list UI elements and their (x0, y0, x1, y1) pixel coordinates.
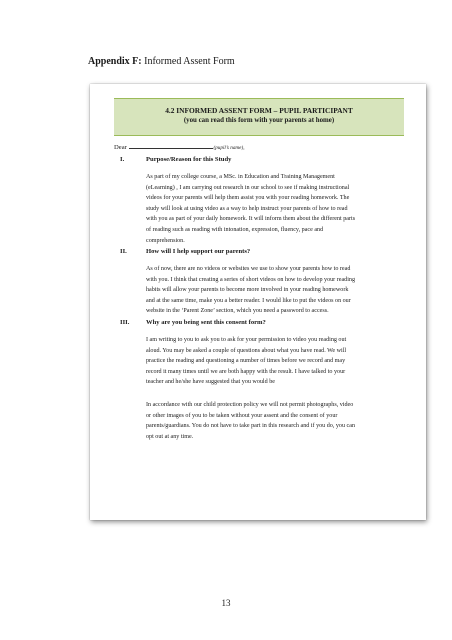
section-paragraph (146, 172, 408, 246)
paragraph-line: As part of my college course, a MSc. in Education and Training Management (146, 174, 335, 180)
section-heading (120, 156, 410, 166)
section-numeral: III. (120, 319, 130, 326)
paragraph-line: (eLearning) , I am carrying out research in our school to see if making instructional (146, 184, 350, 191)
paragraph-line: As of now, there are no videos or websites we use to show your parents how to read (146, 266, 351, 272)
section-purpose (120, 156, 410, 246)
paragraph-line: of reading such as reading with intonation, expression, fluency, pace and (146, 226, 324, 233)
paragraph-line: teacher and he/she have suggested that you would be (146, 379, 275, 386)
paragraph-line: practice the reading and questioning a number of times before we record and may (146, 358, 346, 365)
assent-form-image (90, 84, 426, 520)
section-heading (120, 248, 410, 258)
section-consent (120, 319, 410, 442)
paragraph-line: videos for your parents will help them assist you with your reading homework. The (146, 195, 350, 202)
section-paragraph (146, 335, 408, 388)
appendix-title: Informed Assent Form (141, 56, 235, 67)
section-title: Why are you being sent this consent form? (146, 319, 266, 326)
paragraph-line: record it many times until we are both happy with the result. I have talked to your (146, 368, 346, 375)
paragraph-line: or other images of you to be taken without your assent and the consent of your (146, 412, 338, 419)
appendix-label: Appendix F: (88, 56, 142, 67)
section-paragraph (146, 400, 408, 442)
paragraph-line: I am writing to you to ask you to ask for your permission to video you reading out (146, 337, 347, 343)
dear-line (114, 142, 245, 151)
page-number: 13 (221, 598, 231, 608)
section-title: How will I help support our parents? (146, 248, 251, 255)
paragraph-line: In accordance with our child protection policy we will not permit photographs, video (146, 401, 354, 408)
form-banner (114, 98, 404, 136)
paragraph-line: aloud. You may be asked a couple of questions about what you have read. We will (146, 347, 347, 354)
paragraph-line: comprehension. (146, 237, 185, 244)
section-support (120, 248, 410, 317)
section-numeral: II. (120, 248, 127, 255)
name-blank (129, 142, 213, 149)
paragraph-line: opt out at any time. (146, 433, 194, 440)
paragraph-line: with you. I think that creating a series of short videos on how to develop your reading (146, 276, 356, 283)
paragraph-line: habits will allow your parents to become more involved in your reading homework (146, 287, 349, 294)
paragraph-line: website in the ‘Parent Zone’ section, which you need a password to access. (146, 308, 329, 315)
section-title: Purpose/Reason for this Study (146, 156, 232, 163)
paragraph-line: parents/guardians. You do not have to take part in this research and if you do, you can (146, 423, 355, 430)
form-subtitle: (you can read this form with your parents at home) (183, 117, 335, 124)
section-numeral: I. (120, 156, 125, 163)
section-paragraph (146, 264, 408, 317)
section-heading (120, 319, 410, 329)
paragraph-line: study will look at using video as a way to help instruct your parents of how to read (146, 205, 348, 212)
pupil-name-note: (pupil’s name), (213, 145, 245, 151)
dear-label: Dear (114, 144, 127, 151)
paragraph-line: and at the same time, make you a better reader. I would like to put the videos on our (146, 297, 351, 304)
form-title: 4.2 INFORMED ASSENT FORM – PUPIL PARTICIPANT (165, 106, 353, 115)
paragraph-line: with you as part of your daily homework. It will inform them about the different parts (146, 216, 356, 223)
appendix-heading (88, 56, 235, 67)
